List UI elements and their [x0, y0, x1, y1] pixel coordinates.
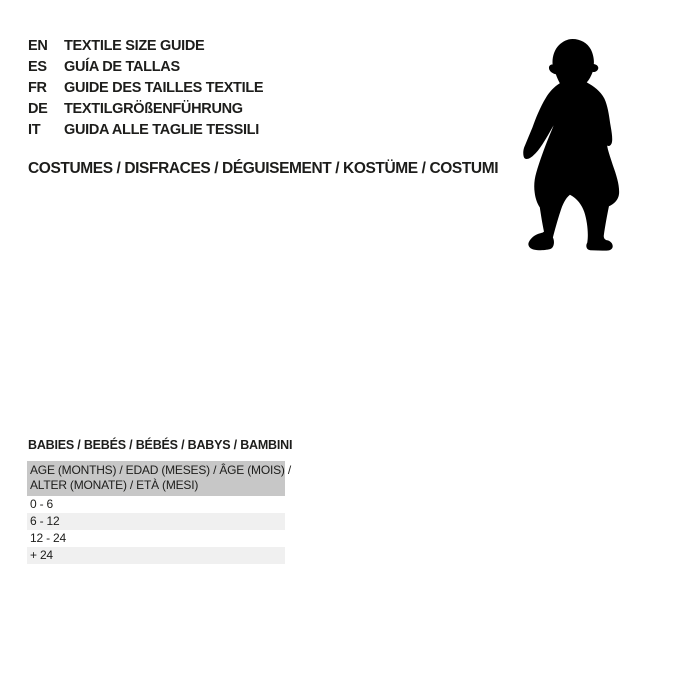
table-row-age-12-24: 12 - 24 — [27, 530, 285, 547]
table-header-line-1: AGE (MONTHS) / EDAD (MESES) / ÂGE (MOIS) / — [30, 463, 291, 477]
language-code: FR — [28, 80, 47, 96]
language-list — [28, 36, 263, 141]
table-row-age-24-plus: + 24 — [27, 547, 285, 564]
babies-size-table — [27, 461, 291, 564]
category-title: COSTUMES / DISFRACES / DÉGUISEMENT / KOSTÜME / COSTUMI — [28, 160, 499, 177]
language-row-de — [28, 99, 263, 120]
language-code: EN — [28, 38, 48, 54]
language-code: IT — [28, 122, 41, 138]
language-label: GUIDE DES TAILLES TEXTILE — [64, 80, 264, 96]
table-row-age-6-12: 6 - 12 — [27, 513, 285, 530]
language-label: TEXTILE SIZE GUIDE — [64, 38, 205, 54]
table-row-age-0-6: 0 - 6 — [27, 496, 285, 513]
language-row-en — [28, 36, 263, 57]
language-label: GUIDA ALLE TAGLIE TESSILI — [64, 122, 259, 138]
baby-silhouette-icon — [521, 37, 625, 255]
language-row-it — [28, 120, 263, 141]
language-row-es — [28, 57, 263, 78]
language-code: DE — [28, 101, 48, 117]
babies-section-title: BABIES / BEBÉS / BÉBÉS / BABYS / BAMBINI — [28, 438, 293, 452]
language-row-fr — [28, 78, 263, 99]
language-label: GUÍA DE TALLAS — [64, 59, 180, 75]
language-label: TEXTILGRÖßENFÜHRUNG — [64, 101, 243, 117]
language-code: ES — [28, 59, 47, 75]
table-header-age — [27, 461, 291, 496]
table-header-line-2: ALTER (MONATE) / ETÀ (MESI) — [30, 478, 199, 492]
baby-silhouette-path — [523, 39, 619, 251]
